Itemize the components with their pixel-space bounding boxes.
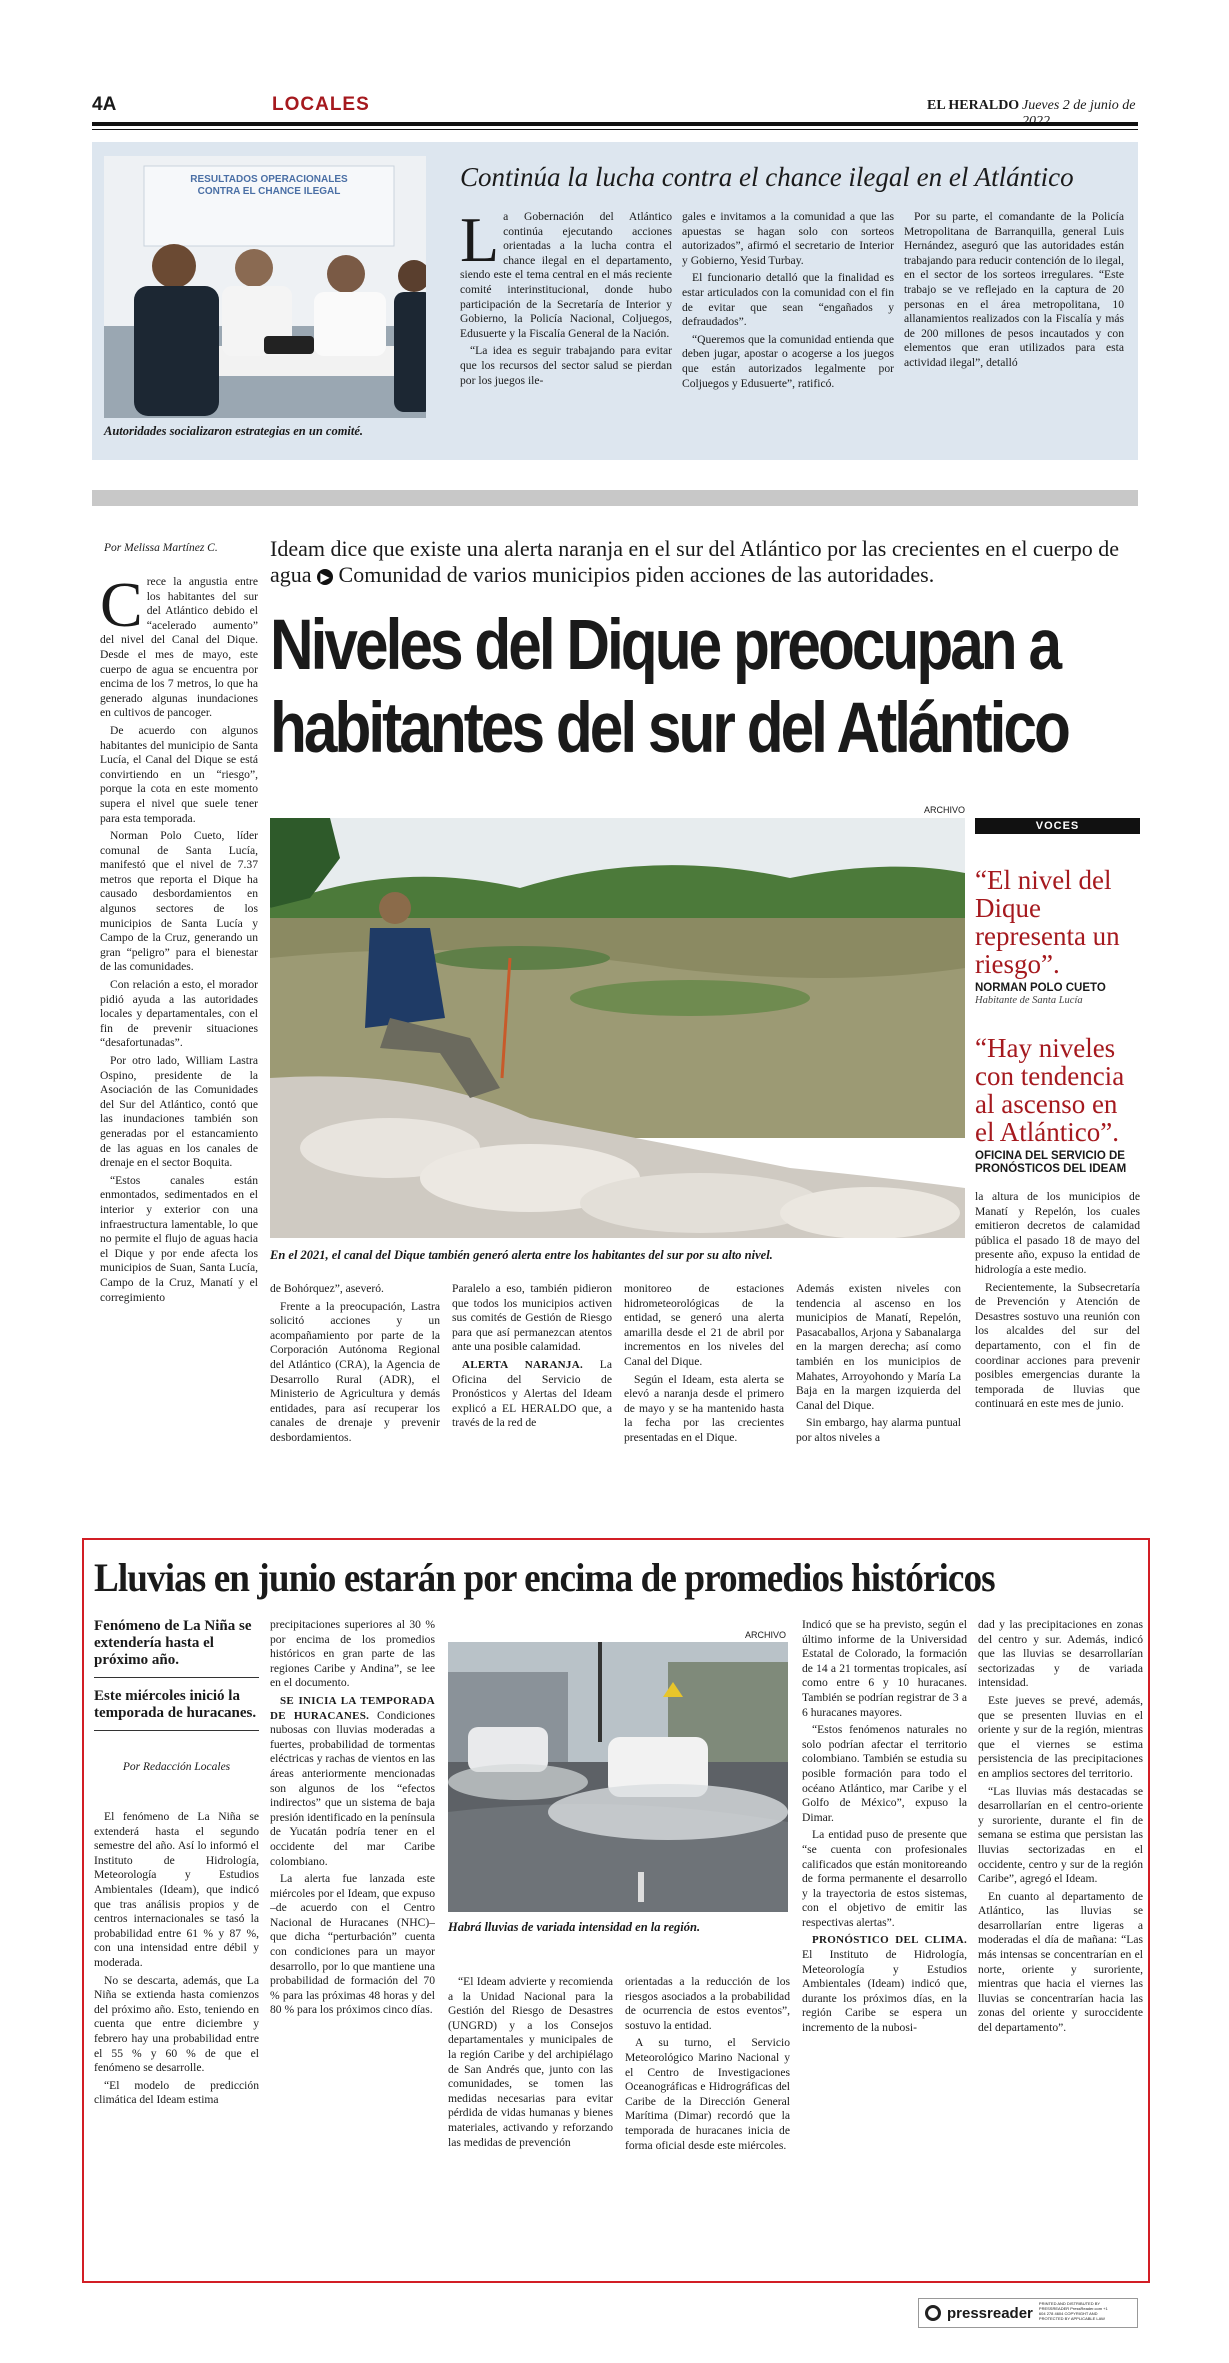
section-name: LOCALES (272, 94, 370, 115)
arrow-icon: ▶ (317, 569, 333, 585)
rain-col-4: orientadas a la reducción de los riesgos asociados a la probabilidad de ocurrencia de estos eventos”, sostuvo la entidad. A su turno, el Servicio Meteorológico Marino Nacional y el Centro de Investigaciones Oceanográficas e Hidrográficas del Caribe de la Dirección General Marítima (Dimar) recordó que la temporada de huracanes inicia de forma oficial desde este miércoles. (625, 1975, 790, 2152)
committee-photo (104, 156, 426, 418)
issue-date: Jueves 2 de junio de (1022, 98, 1136, 113)
pressreader-fine-print: PRINTED AND DISTRIBUTED BY PRESSREADER PressReader.com +1 604 278 4604 COPYRIGHT AND PROTECTED BY APPLICABLE LAW (1038, 2301, 1108, 2321)
page-header (92, 94, 1138, 118)
kicker-huracanes: SE INICIA LA TEMPORADA DE HURACANES. (270, 1694, 435, 1722)
header-rule-thin (92, 129, 1138, 130)
photo-banner: RESULTADOS OPERACIONALES CONTRA EL CHANCE ILEGAL (190, 174, 348, 197)
main-col-6: la altura de los municipios de Manatí y Repelón, los cuales emitieron decretos de calamidad pública el pasado 18 de mayo del presente año, expuso la entidad de hidrología a este medio. Recientemente, la Subsecretaría de Prevención y Atención de Desastres sostuvo una reunión con los alcaldes del sur del departamento, con el fin de coordinar acciones para prevenir posibles emergencias durante la temporada de lluvias que continuará en este mes de junio. (975, 1190, 1140, 1411)
main-col-5: Además existen niveles con tendencia al ascenso en los municipios de Manatí, Repelón, Pasacaballos, Arjona y Sabanalarga en la margen derecha; así como también en los municipios de Mahates, Arroyohondo y María La Baja en la margen izquierda del Canal del Dique. Sin embargo, hay alarma puntual por altos niveles a (796, 1282, 961, 1444)
rain-photo (448, 1642, 788, 1912)
main-col-2: de Bohórquez”, aseveró. Frente a la preocupación, Lastra solicitó acciones y un acompañamiento por parte de la Corporación Autónoma Regional del Atlántico (CRA), la Agencia de Desarrollo Rural (ADR), el Ministerio de Agricultura y demás entidades, para así recuperar los canales de drenaje y prevenir desbordamientos. (270, 1282, 440, 1444)
main-col-1: C rece la angustia entre los habitantes del sur del Atlántico debido el “acelerado aumento” del nivel del Canal del Dique. Desde el mes de mayo, este cuerpo de agua se encuentra por encima de los 7 metros, lo que ha generado algunas inundaciones en cultivos de pancoger. De acuerdo con algunos habitantes del municipio de Santa Lucía, el Canal del Dique se está convirtiendo en un “riesgo”, porque la cota en este momento supera el nivel que suele tener para esta temporada. Norman Polo Cueto, líder comunal de Santa Lucía, manifestó que el nivel de 7.37 metros que reporta el Dique ha causado desbordamientos en algunos sectores de los municipios de Santa Lucía y Campo de la Cruz, generando un gran “peligro” para el bienestar de las comunidades. Con relación a esto, el morador pidió ayuda a las autoridades locales y departamentales, con el fin de prevenir situaciones “desafortunadas”. Por otro lado, William Lastra Ospino, presidente de la Asociación de las Comunidades del Sur del Atlántico, contó que las inundaciones también son generadas por el estancamiento de las aguas en los canales de drenaje en el sector Boquita. “Estos canales están enmontados, sedimentados en el interior y exterior con una infraestructura lamentable, lo que no permite el flujo de aguas hacia el Dique y por ende afecta los municipios de Suan, Santa Lucía, Campo de la Cruz, Manatí y el corregimiento (100, 575, 258, 1304)
pressreader-name: pressreader (947, 2304, 1033, 2322)
voice-role-1: Habitante de Santa Lucía (975, 995, 1083, 1006)
rain-col-5: Indicó que se ha previsto, según el último informe de la Universidad Estatal de Colorado, la formación de 14 a 21 tormentas tropicales, así como entre 6 y 10 huracanes. También se podrían registrar de 3 a 6 huracanes mayores. “Estos fenómenos naturales no solo podrían afectar el territorio colombiano. También se estudia su posible formación para todo el océano Atlántico, mar Caribe y el Golfo de México”, expuso la Dimar. La entidad puso de presente que “se cuenta con profesionales calificados que están monitoreando de forma permanente el desarrollo y la trayectoria de estos sistemas, con el objetivo de emitir las respectivas alertas”. PRONÓSTICO DEL CLIMA. El Instituto de Hidrología, Meteorología y Estudios Ambientales (Ideam) indicó que, durante los próximos días, en la región Caribe se espera un incremento de la nubosi- (802, 1618, 967, 2035)
voice-quote-1: “El nivel del Dique representa un riesgo”. (975, 865, 1120, 979)
top-photo-caption: Autoridades socializaron estrategias en un comité. (104, 424, 364, 438)
rain-photo-credit: ARCHIVO (745, 1630, 787, 1640)
main-col-4: monitoreo de estaciones hidrometeorológicas de la entidad, se generó una alerta amarilla desde el 21 de abril por incrementos en los niveles del Canal del Dique. Según el Ideam, esta alerta se elevó a naranja desde el primero de mayo y se ha mantenido hasta la fecha por las crecientes presentadas en el Dique. (624, 1282, 784, 1444)
rain-headline: Lluvias en junio estarán por encima de promedios históricos (94, 1555, 995, 1600)
rain-col-1: El fenómeno de La Niña se extenderá hasta el segundo semestre del año. Así lo informó el Instituto de Hidrología, Meteorología y Estudios Ambientales (Ideam), que indicó que tras análisis propios y de centros internacionales se tasó la probabilidad entre 61 % y 87 %, con una intensidad entre débil y moderada. No se descarta, además, que La Niña se extienda hasta comienzos del próximo año. Esto, teniendo en cuenta que entre diciembre y febrero hay una probabilidad entre el 55 % y 60 % de que el fenómeno se desarrolle. “El modelo de predicción climática del Ideam estima (94, 1810, 259, 2107)
rain-col-3: “El Ideam advierte y recomienda a la Unidad Nacional para la Gestión del Riesgo de Desastres (UNGRD) y a los Consejos departamentales y municipales de la región Caribe y del archipiélago de San Andrés que, junto con las comunidades, se tomen las medidas necesarias para evitar pérdida de vidas humanas y bienes materiales, activando y reforzando las medidas de prevención (448, 1975, 613, 2149)
pressreader-icon (925, 2305, 941, 2321)
top-dropcap: L (460, 210, 500, 275)
byline: Por Melissa Martínez C. (104, 542, 218, 554)
kicker-alerta: ALERTA NARANJA. (462, 1358, 584, 1371)
rain-col-2: precipitaciones superiores al 30 % por encima de los promedios históricos en gran parte de las regiones Caribe y Andina”, se lee en el documento. SE INICIA LA TEMPORADA DE HURACANES. Condiciones nubosas con lluvias moderadas a fuertes, probabilidad de tormentas eléctricas y rachas de vientos en las áreas anteriormente mencionadas son algunos de los “efectos indirectos” que un sistema de baja presión identificado en la península de Yucatán podría tener en el occidente del mar Caribe colombiano. La alerta fue lanzada este miércoles por el Ideam, que expuso –de acuerdo con el Centro Nacional de Huracanes (NHC)– que dicha “perturbación” cuenta con condiciones para un mayor desarrollo, por lo que mantiene una probabilidad de formación del 70 % para las próximas 48 horas y del 80 % para los próximos cinco días. (270, 1618, 435, 2017)
section-divider (92, 490, 1138, 506)
voice-author-1: NORMAN POLO CUETO (975, 982, 1106, 994)
page-number: 4A (92, 94, 117, 115)
main-dropcap: C (100, 575, 143, 640)
top-col-1: L a Gobernación del Atlántico continúa ejecutando acciones orientadas a la lucha contra el chance ilegal en el departamento, siendo este el tema central en el más reciente comité interinstitucional, donde hubo participación de la Secretaría de Interior y Gobierno, la Policía Nacional, Coljuegos, Edusuerte y la Fiscalía General de la Nación. “La idea es seguir trabajando para evitar que los recursos del sector salud se pierdan por los juegos ile- (460, 210, 672, 387)
highlight-1: Fenómeno de La Niña se extendería hasta el próximo año. (94, 1618, 259, 1678)
rain-col-6: dad y las precipitaciones en zonas del centro y sur. Además, indicó que las lluvias se desarrollarían sectorizadas y de variada intensidad. Este jueves se prevé, además, que se presenten lluvias en el oriente y sur de la región, mientras que el viernes se estima persistencia de las precipitaciones en amplios sectores del territorio. “Las lluvias más destacadas se desarrollarían en el centro-oriente y suroriente, durante el fin de semana se estima que persistan las lluvias sectorizadas en el occidente, centro y sur de la región Caribe”, agregó el Ideam. En cuanto al departamento de Atlántico, las lluvias se desarrollarían entre ligeras a moderadas el día de mañana: “Las más intensas se concentrarían en el norte, oriente y suroriente, mientras que hacia el viernes las lluvias se concentrarían hacia las zonas del oriente y suroccidente del departamento”. (978, 1618, 1143, 2035)
story-deck: Ideam dice que existe una alerta naranja en el sur del Atlántico por las crecientes en el cuerpo de agua ▶ Comunidad de varios municipios piden acciones de las autoridades. (270, 536, 1120, 587)
rain-highlights (94, 1618, 259, 1773)
main-headline: Niveles del Dique preocupan a habitantes del sur del Atlántico (270, 606, 1068, 768)
top-story-title: Continúa la lucha contra el chance ilegal en el Atlántico (460, 162, 1074, 192)
dique-photo (270, 818, 965, 1238)
main-col-3: Paralelo a eso, también pidieron que todos los municipios activen sus comités de Gestión de Riesgo para que así permanezcan atentos ante una posible calamidad. ALERTA NARANJA. La Oficina del Servicio de Pronósticos y Alertas del Ideam explicó a EL HERALDO que, a través de la red de (452, 1282, 612, 1430)
voice-author-2: OFICINA DEL SERVICIO DE PRONÓSTICOS DEL IDEAM (975, 1150, 1127, 1175)
top-col-2: gales e invitamos a la comunidad a que las apuestas se hagan solo con sorteos autorizados”, afirmó el secretario de Interior y Gobierno, Yesid Turbay. El funcionario detalló que la finalidad es estar articulados con la comunidad con el fin de evitar que sean “engañados y defraudados”. “Queremos que la comunidad entienda que deben jugar, apostar o acogerse a los juegos que están autorizados legalmente por Coljuegos y Edusuerte”, ratificó. (682, 210, 894, 390)
flood-illustration (270, 818, 965, 1238)
main-photo-caption: En el 2021, el canal del Dique también generó alerta entre los habitantes del sur por su alto nivel. (270, 1248, 773, 1262)
highlight-2: Este miércoles inició la temporada de huracanes. (94, 1688, 259, 1731)
rain-byline: Por Redacción Locales (122, 1761, 231, 1773)
voice-quote-2: “Hay niveles con tendencia al ascenso en el Atlántico”. (975, 1033, 1125, 1147)
paper-name: EL HERALDO (927, 98, 1020, 113)
photo-credit: ARCHIVO (924, 805, 966, 815)
voices-label: VOCES (975, 818, 1140, 834)
pressreader-logo[interactable] (918, 2298, 1138, 2328)
rain-photo-caption: Habrá lluvias de variada intensidad en la región. (448, 1920, 701, 1934)
kicker-pronostico: PRONÓSTICO DEL CLIMA. (812, 1934, 967, 1947)
header-rule (92, 122, 1138, 126)
top-col-3: Por su parte, el comandante de la Policía Metropolitana de Barranquilla, general Luis Hernández, aseguró que las autoridades están trabajando para reducir contención de lo ilegal, en el sector de los sorteos irregulares. “Este trabajo se ve reflejado en la captura de 20 personas en el área metropolitana, 10 allanamientos realizados con la Fiscalía y más de 200 millones de pesos incautados y con elementos que eran utilizados para esta actividad ilegal”, detalló (904, 210, 1124, 369)
rain-street-illustration (448, 1642, 788, 1912)
top-story-box (92, 142, 1138, 460)
voices-sidebar (975, 818, 1140, 1223)
